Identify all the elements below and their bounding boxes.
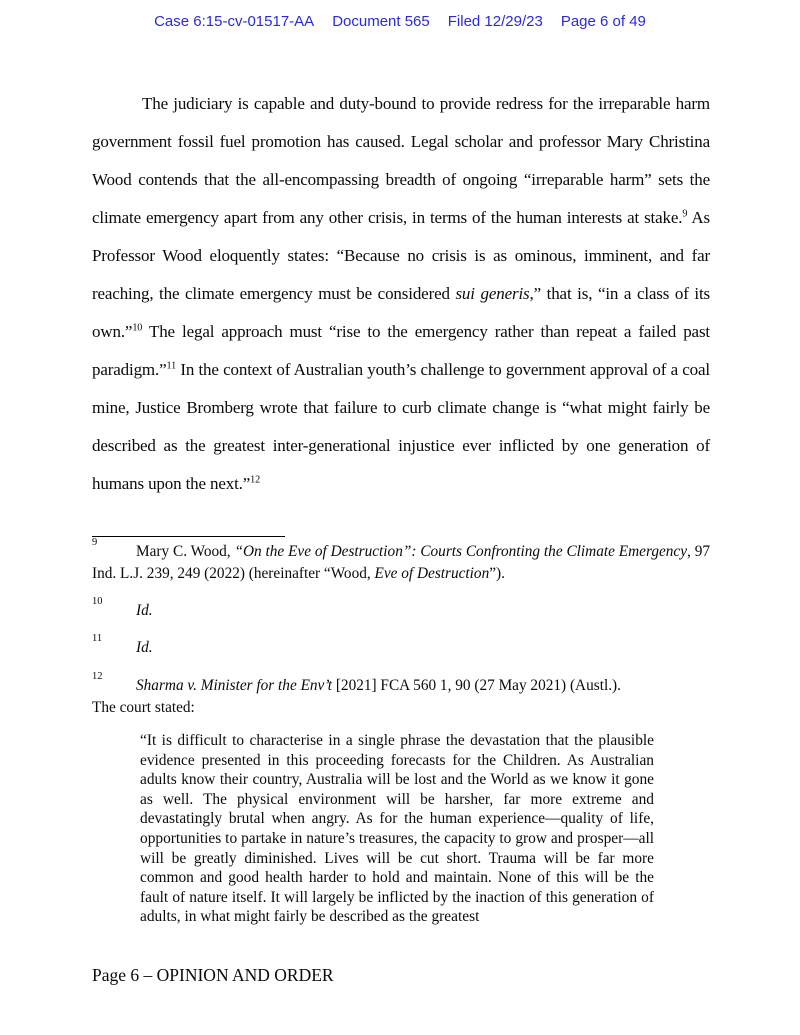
main-paragraph: The judiciary is capable and duty-bound to provide redress for the irreparable harm government fossil fuel promotion has caused. Legal scholar and professor Mary Christina Wood contends that the all-encompassing breadth of ongoing “irreparable harm” sets the climate emergency apart from any other crisis, in terms of the human interests at stake.$^9$ As Professor Wood eloquently states: “Because no crisis is as ominous, imminent, and far reaching, the climate emergency must be considered sui generis,” that is, “in a class of its own.”$^{10}$ The legal approach must “rise to the emergency rather than repeat a failed past paradigm.”$^{11}$ In the context of Australian youth’s challenge to government approval of a coal mine, Justice Bromberg wrote that failure to curb climate change is “what might fairly be described as the greatest inter-generational injustice ever inflicted by one generation of humans upon the next.”$^{12}$	[92, 94, 711, 493]
page-footer: Page 6 – OPINION AND ORDER	[92, 965, 334, 985]
case-number: Case 6:15-cv-01517-AA	[154, 13, 315, 30]
footnote-block-quote: “It is difficult to characterise in a single phrase the devastation that the plausible evidence presented in this proceeding forecasts for the Children. As Australian adults know their country, Australia will be lost and the World as we know it gone as well. The physical environment will be harsher, far more extreme and devastatingly brutal when angry. As for the human experience—quality of life, opportunities to partake in nature’s treasures, the capacity to grow and prosper—all will be greatly diminished. Lives will be cut short. Trauma will be far more common and good health harder to hold and maintain. None of this will be the fault of nature itself. It will largely be inflicted by the inaction of this generation of adults, in what might fairly be described as the greatest	[140, 732, 654, 926]
footnote-12: $^{12}$Sharma v. Minister for the Env’t [2021] FCA 560 1, 90 (27 May 2021) (Austl.). The court stated:	[92, 670, 621, 716]
footnote-11-text: Id.	[136, 639, 153, 656]
footnote-9: $^9$Mary C. Wood, “On the Eve of Destruction”: Courts Confronting the Climate Emergency, 97 Ind. L.J. 239, 249 (2022) (hereinafter “Wood, Eve of Destruction”).	[92, 536, 710, 582]
footnote-separator	[92, 536, 285, 537]
footnote-10: $^{10}$Id.	[92, 595, 153, 619]
filed-date: Filed 12/29/23	[447, 13, 543, 30]
footnote-9-text: Mary C. Wood, “On the Eve of Destruction”: Courts Confronting the Climate Emergency, 97 Ind. L.J. 239, 249 (2022) (hereinafter “Wood, Eve of Destruction”).	[92, 543, 710, 582]
ecf-header-stamp	[0, 13, 800, 30]
document-number: Document 565	[332, 13, 430, 30]
footnote-10-text: Id.	[136, 602, 153, 619]
page-of-count: Page 6 of 49	[560, 13, 646, 30]
footnote-12-text: Sharma v. Minister for the Env’t [2021] FCA 560 1, 90 (27 May 2021) (Austl.). The court stated:	[92, 677, 621, 716]
footnote-11: $^{11}$Id.	[92, 632, 153, 656]
